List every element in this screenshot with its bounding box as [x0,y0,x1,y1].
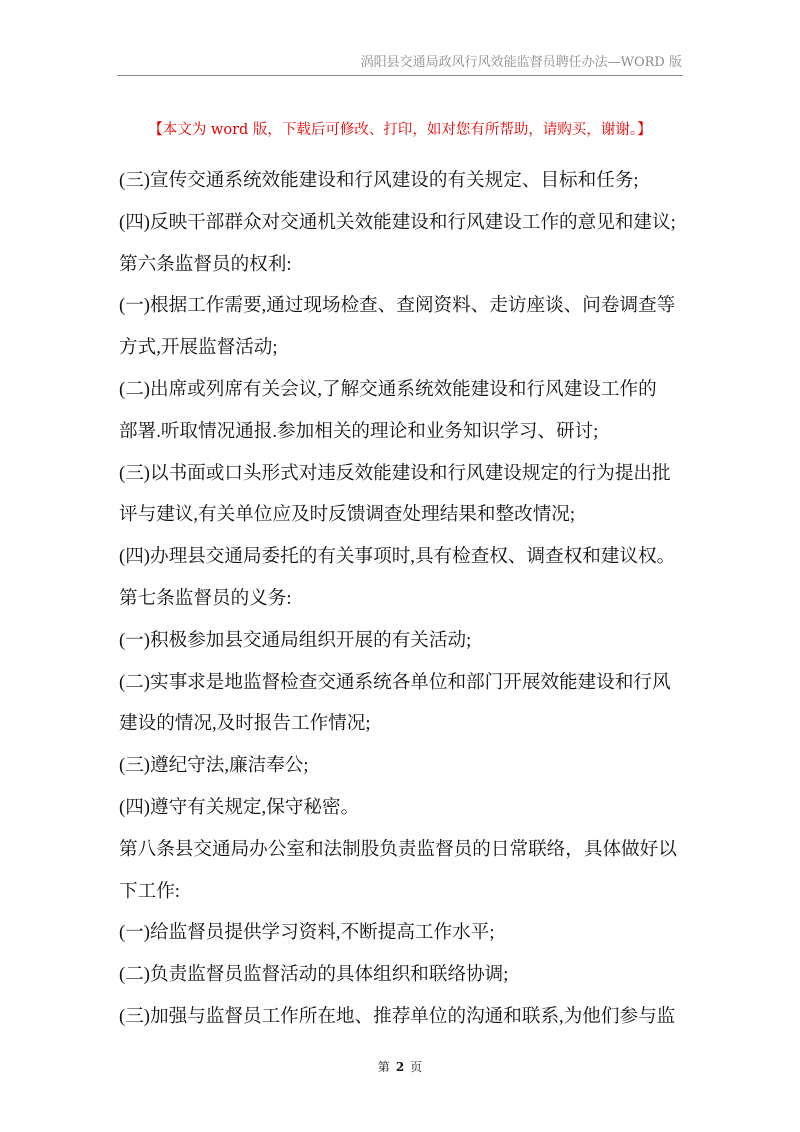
page-number: 2 [395,1060,405,1074]
footer-suffix: 页 [410,1060,423,1074]
body-line: 下工作: [119,880,180,902]
body-line: (二)负责监督员监督活动的具体组织和联络协调; [119,964,509,986]
body-line: (一)积极参加县交通局组织开展的有关活动; [119,629,472,651]
body-line: (三)宣传交通系统效能建设和行风建设的有关规定、目标和任务; [119,170,639,191]
body-line: (四)反映干部群众对交通机关效能建设和行风建设工作的意见和建议; [119,211,676,233]
body-line: (一)给监督员提供学习资料,不断提高工作水平; [119,922,495,944]
body-line: (一)根据工作需要,通过现场检查、查阅资料、走访座谈、问卷调查等 [119,295,676,317]
body-line: (三)遵纪守法,廉洁奉公; [119,755,309,777]
header-divider [117,75,683,76]
page-footer [0,1058,800,1076]
body-line: 评与建议,有关单位应及时反馈调查处理结果和整改情况; [119,504,576,526]
body-text [119,160,719,1038]
body-line: (二)实事求是地监督检查交通系统各单位和部门开展效能建设和行风 [119,671,671,693]
body-line: (三)以书面或口头形式对违反效能建设和行风建设规定的行为提出批 [119,462,671,484]
body-line: 部署.听取情况通报.参加相关的理论和业务知识学习、研讨; [119,420,599,442]
section-heading: 第八条县交通局办公室和法制股负责监督员的日常联络，具体做好以 [119,838,677,860]
body-line: 建设的情况,及时报告工作情况; [119,713,371,735]
body-line: (二)出席或列席有关会议,了解交通系统效能建设和行风建设工作的 [119,378,657,400]
body-line: (三)加强与监督员工作所在地、推荐单位的沟通和联系,为他们参与监 [119,1005,676,1027]
header-title: 涡阳县交通局政风行风效能监督员聘任办法—WORD 版 [360,55,682,70]
section-heading: 第六条监督员的权利: [119,253,292,275]
footer-prefix: 第 [377,1060,390,1074]
section-heading: 第七条监督员的义务: [119,587,292,609]
body-line: (四)办理县交通局委托的有关事项时,具有检查权、调查权和建议权。 [119,546,676,568]
download-notice: 【本文为 word 版，下载后可修改、打印，如对您有所帮助，请购买，谢谢。】 [148,122,652,138]
body-line: (四)遵守有关规定,保守秘密。 [119,796,360,818]
body-line: 方式,开展监督活动; [119,337,278,359]
